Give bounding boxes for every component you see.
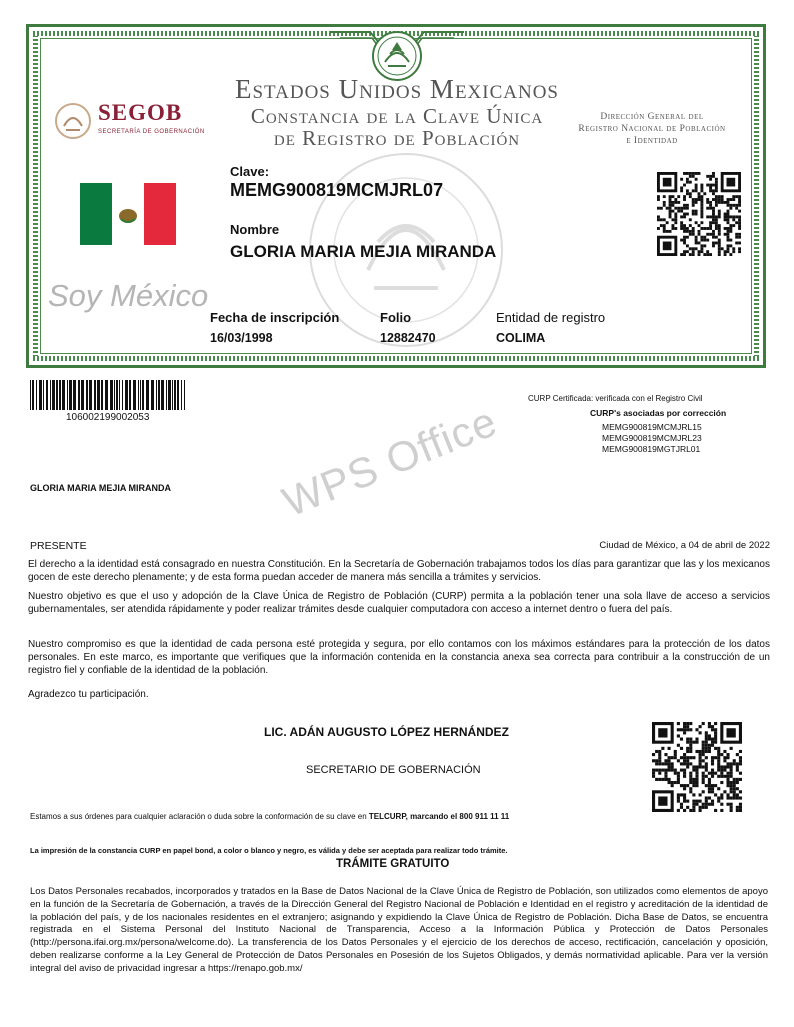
print-validity-note: La impresión de la constancia CURP en papel bond, a color o blanco y negro, es válida y debe ser aceptada para realizar todo trámite. [30, 846, 508, 855]
clave-value: MEMG900819MCMJRL07 [230, 180, 444, 200]
contact-note [30, 812, 509, 821]
letter-paragraph: Nuestro objetivo es que el uso y adopción de la Clave Única de Registro de Población (CURP) permita a la población tener una sola llave de acceso a servicios gubernamentales, ser atendida rápidamente y poder realizar trámites desde cualquier computadora con acceso a internet dentro o fuera del país. [28, 591, 770, 615]
folio-value: 12882470 [380, 331, 436, 345]
fecha-inscripcion-label: Fecha de inscripción [210, 310, 340, 325]
fecha-inscripcion-value: 16/03/1998 [210, 331, 273, 345]
presente-label: PRESENTE [30, 540, 87, 552]
certificate-title-line2: de Registro de Población [273, 126, 521, 150]
qr-code-icon [657, 172, 741, 256]
direccion-line2: Registro Nacional de Población [578, 124, 726, 134]
mexico-flag-icon [80, 183, 176, 245]
curp-asociada-item: MEMG900819MCMJRL15 [602, 422, 702, 432]
entidad-registro-value: COLIMA [496, 331, 546, 345]
barcode-number: 106002199002053 [66, 412, 150, 423]
segob-emblem-icon [54, 102, 92, 140]
segob-logo-text: SEGOB [98, 100, 183, 125]
nombre-value: GLORIA MARIA MEJIA MIRANDA [230, 242, 497, 261]
curp-asociada-item: MEMG900819MCMJRL23 [602, 433, 702, 443]
certificate-title-line1: Constancia de la Clave Única [250, 104, 544, 128]
curp-asociada-item: MEMG900819MGTJRL01 [602, 444, 701, 454]
country-title: Estados Unidos Mexicanos [235, 74, 559, 104]
tramite-gratuito-label: TRÁMITE GRATUITO [336, 858, 450, 870]
wps-office-watermark: WPS Office [276, 397, 504, 526]
letter-paragraph: El derecho a la identidad está consagrado en nuestra Constitución. En la Secretaría de Gobernación trabajamos todos los días para garantizar que las y los mexicanos gocen de este derecho plenamente; y de esta forma puedan acceder de manera más sencilla a trámites y servicios. [28, 559, 770, 583]
qr-code-secondary-icon [652, 722, 742, 812]
barcode-icon [30, 380, 188, 410]
clave-label: Clave: [230, 164, 270, 179]
letter-paragraph: Nuestro compromiso es que la identidad de cada persona esté protegida y segura, por ello contamos con los máximos estándares para la protección de los datos personales. En este marco, es importante que verifiques que la información contenida en la constancia anexa sea correcta para contribuir a la construcción de un registro fiel y confiable de la identidad de la población. [28, 639, 770, 676]
direccion-line3: e Identidad [626, 136, 678, 146]
signer-name: LIC. ADÁN AUGUSTO LÓPEZ HERNÁNDEZ [264, 725, 509, 739]
letter-recipient: GLORIA MARIA MEJIA MIRANDA [30, 483, 171, 493]
privacy-notice: Los Datos Personales recabados, incorporados y tratados en la Base de Datos Nacional de la Clave Única de Registro de Población, son utilizados como elementos de apoyo en la función de la Secretaría de Gobernación, a través de la Dirección General del Registro Nacional de Población e Identidad en el registro y acreditación de la identidad de la población del país, y de los nacionales residentes en el extranjero; asignando y expidiendo la Clave Única de Registro de Población. Dicha Base de Datos, se encuentra registrada en el Sistema Personal del Instituto Nacional de Transparencia, Acceso a la Información Pública y Protección de Datos Personales (http://persona.ifai.org.mx/persona/welcome.do). La transferencia de los Datos Personales y el ejercicio de los derechos de acceso, rectificación, cancelación y oposición, deben realizarse conforme a la Ley General de Protección de Datos Personales en Posesión de los Sujetos Obligados, y demás normatividad aplicable. Para ver la versión integral del aviso de privacidad ingresar a https://renapo.gob.mx/ [30, 886, 768, 974]
curp-asociadas-title: CURP's asociadas por corrección [590, 408, 727, 418]
soy-mexico-slogan: Soy México [48, 278, 209, 313]
direccion-line1: Dirección General del [600, 112, 704, 122]
curp-certificada-note: CURP Certificada: verificada con el Registro Civil [528, 394, 703, 403]
folio-label: Folio [380, 310, 412, 325]
nombre-label: Nombre [230, 222, 280, 237]
letter-closing: Agradezco tu participación. [28, 689, 149, 700]
contact-text: Estamos a sus órdenes para cualquier aclaración o duda sobre la conformación de su clave en [30, 812, 369, 821]
signer-title: SECRETARIO DE GOBERNACIÓN [306, 764, 481, 776]
segob-logo-subtitle: SECRETARÍA DE GOBERNACIÓN [98, 129, 205, 135]
telcurp-phone: TELCURP, marcando el 800 911 11 11 [368, 812, 510, 821]
entidad-registro-label: Entidad de registro [496, 310, 606, 325]
letter-date: Ciudad de México, a 04 de abril de 2022 [599, 540, 770, 551]
